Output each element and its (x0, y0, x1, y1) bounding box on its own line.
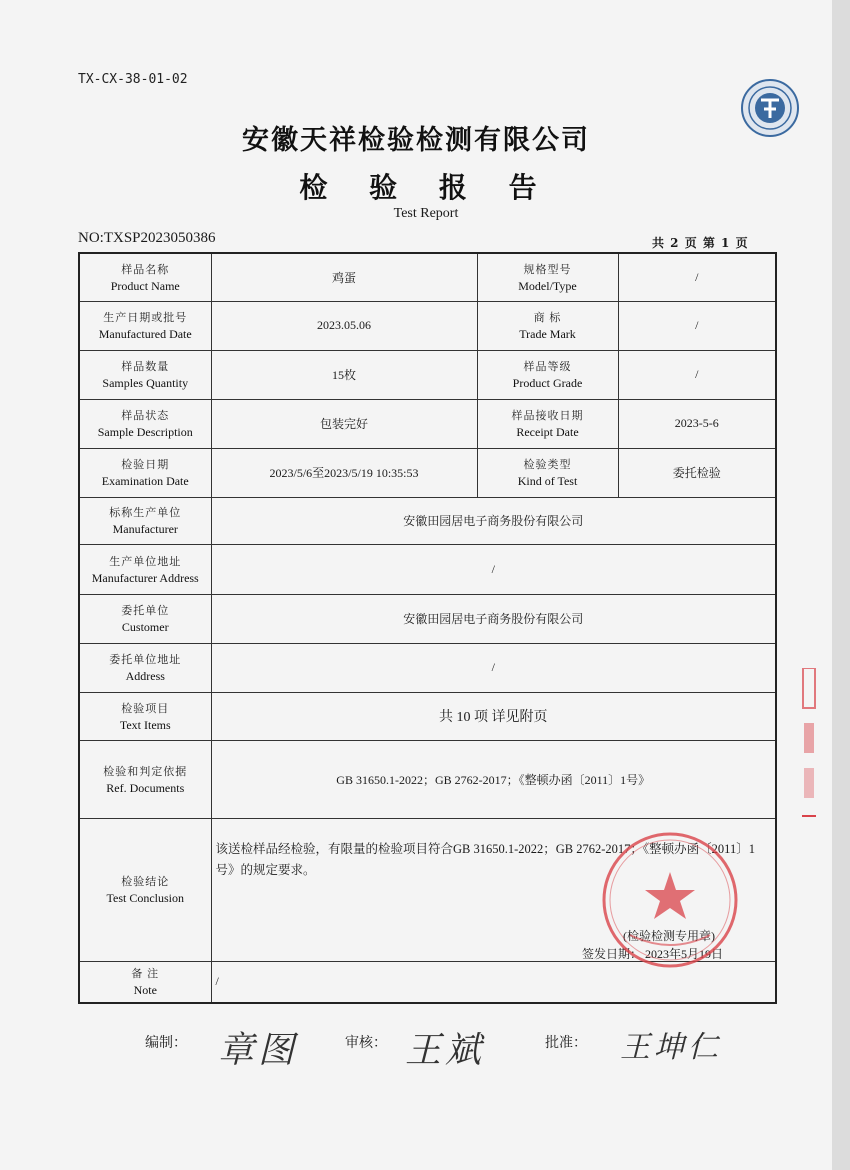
product-grade-value: / (618, 350, 776, 399)
table-row (79, 350, 776, 399)
manufacturer-address-label: 生产单位地址 Manufacturer Address (79, 544, 211, 594)
seal-note: (检验检测专用章) (623, 928, 715, 943)
samples-quantity-value: 15枚 (211, 350, 477, 399)
report-title: 检 验 报 告 (299, 171, 553, 204)
test-items-value: 共 10 项 详见附页 (211, 692, 776, 740)
ref-documents-label: 检验和判定依据 Ref. Documents (79, 740, 211, 818)
product-name-value: 鸡蛋 (211, 253, 477, 301)
table-row (79, 740, 776, 818)
receipt-date-value: 2023-5-6 (618, 399, 776, 448)
reviewed-label: 审核： (345, 1035, 387, 1051)
official-seal-icon (600, 830, 740, 970)
kind-of-test-label: 检验类型 Kind of Test (477, 448, 618, 497)
table-row (79, 301, 776, 350)
table-row (79, 643, 776, 692)
model-type-value: / (618, 253, 776, 301)
manufactured-date-label: 生产日期或批号 Manufactured Date (79, 301, 211, 350)
note-value: / (211, 961, 776, 1003)
trade-mark-label: 商 标 Trade Mark (477, 301, 618, 350)
table-row (79, 692, 776, 740)
manufactured-date-value: 2023.05.06 (211, 301, 477, 350)
product-grade-label: 样品等级 Product Grade (477, 350, 618, 399)
signature-row (0, 1020, 832, 1090)
test-conclusion-text: 该送检样品经检验，有限量的检验项目符合GB 31650.1-2022；GB 2762-2017；《整顿办函〔2011〕1号》的规定要求。 (215, 841, 755, 877)
table-row (79, 448, 776, 497)
table-row (79, 544, 776, 594)
receipt-date-label: 样品接收日期 Receipt Date (477, 399, 618, 448)
report-number: NO:TXSP2023050386 (78, 230, 216, 246)
table-row (79, 594, 776, 643)
product-name-label: 样品名称 Product Name (79, 253, 211, 301)
model-type-label: 规格型号 Model/Type (477, 253, 618, 301)
table-row (79, 253, 776, 301)
reviewed-signature: 王斌 (405, 1030, 486, 1071)
sample-description-label: 样品状态 Sample Description (79, 399, 211, 448)
address-label: 委托单位地址 Address (79, 643, 211, 692)
table-row (79, 497, 776, 544)
compiled-signature: 章图 (218, 1030, 299, 1071)
approved-label: 批准： (545, 1035, 587, 1051)
address-value: / (211, 643, 776, 692)
kind-of-test-value: 委托检验 (618, 448, 776, 497)
page-count: 共 2 页 第 1 页 (652, 236, 749, 250)
customer-value: 安徽田园居电子商务股份有限公司 (211, 594, 776, 643)
issue-date: 签发日期： 2023年5月19日 (581, 946, 723, 961)
table-row (79, 399, 776, 448)
approved-signature: 王坤仁 (620, 1030, 722, 1065)
test-items-label: 检验项目 Text Items (79, 692, 211, 740)
manufacturer-address-value: / (211, 544, 776, 594)
sample-description-value: 包装完好 (211, 399, 477, 448)
samples-quantity-label: 样品数量 Samples Quantity (79, 350, 211, 399)
manufacturer-label: 标称生产单位 Manufacturer (79, 497, 211, 544)
side-stamp-icon (800, 668, 818, 818)
manufacturer-value: 安徽田园居电子商务股份有限公司 (211, 497, 776, 544)
trade-mark-value: / (618, 301, 776, 350)
examination-date-label: 检验日期 Examination Date (79, 448, 211, 497)
company-name: 安徽天祥检验检测有限公司 (242, 125, 590, 156)
test-conclusion-label: 检验结论 Test Conclusion (79, 818, 211, 961)
scan-edge (832, 0, 850, 1170)
document-code: TX-CX-38-01-02 (78, 72, 188, 87)
note-label: 备 注 Note (79, 961, 211, 1003)
compiled-label: 编制： (145, 1035, 187, 1051)
ref-documents-value: GB 31650.1-2022；GB 2762-2017；《整顿办函〔2011〕1号》 (211, 740, 776, 818)
examination-date-value: 2023/5/6至2023/5/19 10:35:53 (211, 448, 477, 497)
report-title-en: Test Report (393, 206, 459, 221)
customer-label: 委托单位 Customer (79, 594, 211, 643)
